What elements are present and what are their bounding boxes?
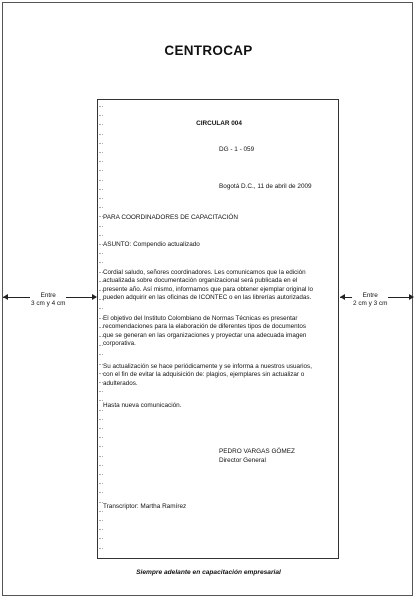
spacing-mark [99,428,103,429]
paragraph-1 [103,269,335,303]
paragraph-line: actualizada sobre documentación organizacional será publicada en el [103,277,298,285]
reference-code: DG - 1 - 059 [219,146,255,153]
company-title: CENTROCAP [164,43,253,58]
spacing-mark [99,465,103,466]
spacing-mark [99,308,103,309]
arrowhead-left-icon [3,294,8,300]
spacing-mark [99,446,103,447]
circular-number: CIRCULAR 004 [196,120,242,127]
paragraph-line: adulterados. [103,379,138,387]
left-margin-label-line1: Entre [40,292,56,299]
paragraph-line: Cordial saludo, señores coordinadores. Les comunicamos que la edición [103,269,306,276]
right-margin-label-line1: Entre [362,292,378,299]
spacing-mark [99,474,103,475]
spacing-mark [99,483,103,484]
paragraph-3 [103,363,335,388]
paragraph-line: recomendaciones para la elaboración de diferentes tipos de documentos [103,323,307,331]
spacing-mark [99,419,103,420]
footer-slogan: Siempre adelante en capacitación empresarial [136,569,281,576]
right-margin-label-line2: 2 cm y 3 cm [353,300,388,307]
left-margin-label-line2: 3 cm y 4 cm [31,300,66,307]
spacing-mark [99,391,103,392]
paragraph-line: Su actualización se hace periódicamente y se informa a nuestros usuarios, [103,363,312,370]
arrowhead-left-icon [340,294,345,300]
spacing-mark [99,492,103,493]
spacing-mark [99,207,103,208]
recipient-line: PARA COORDINADORES DE CAPACITACIÓN [103,214,238,221]
spacing-mark [99,180,103,181]
closing-line: Hasta nueva comunicación. [103,402,182,409]
spacing-mark [99,437,103,438]
spacing-mark [99,170,103,171]
arrowhead-right-icon [409,294,414,300]
spacing-mark [99,189,103,190]
paragraph-line: El objetivo del Instituto Colombiano de Normas Técnicas es presentar [103,315,298,322]
letter-page [97,99,339,559]
transcriber-line: Transcriptor: Martha Ramírez [103,503,187,510]
right-margin-label [352,292,388,308]
signer-title: Director General [219,457,266,464]
spacing-mark [99,152,103,153]
paragraph-2 [103,315,335,349]
spacing-mark [99,235,103,236]
paragraph-line: con el fin de evitar la adquisición de: plagios, ejemplares sin actualizar o [103,371,305,379]
spacing-mark [99,529,103,530]
spacing-mark [99,161,103,162]
subject-line: ASUNTO: Compendio actualizado [103,241,200,248]
paragraph-line: presente año. Así mismo, informamos que para obtener ejemplar original lo [103,285,314,293]
spacing-mark [99,226,103,227]
spacing-mark [99,253,103,254]
paragraph-line: pueden adquirir en las oficinas de ICONTEC o en las librerías autorizadas. [103,294,312,302]
spacing-mark [99,548,103,549]
spacing-mark [99,115,103,116]
spacing-mark [99,262,103,263]
paragraph-line: que se generan en las organizaciones y proyectar una adecuada imagen [103,331,307,339]
spacing-mark [99,106,103,107]
paragraph-line: corporativa. [103,340,136,348]
spacing-mark [99,354,103,355]
signer-name: PEDRO VARGAS GÓMEZ [219,448,295,455]
spacing-mark [99,456,103,457]
arrowhead-right-icon [92,294,97,300]
spacing-mark [99,520,103,521]
spacing-mark [99,198,103,199]
spacing-mark [99,134,103,135]
left-margin-label [30,292,66,308]
spacing-mark [99,538,103,539]
letter-date: Bogotá D.C., 11 de abril de 2009 [219,183,312,190]
spacing-mark [99,143,103,144]
